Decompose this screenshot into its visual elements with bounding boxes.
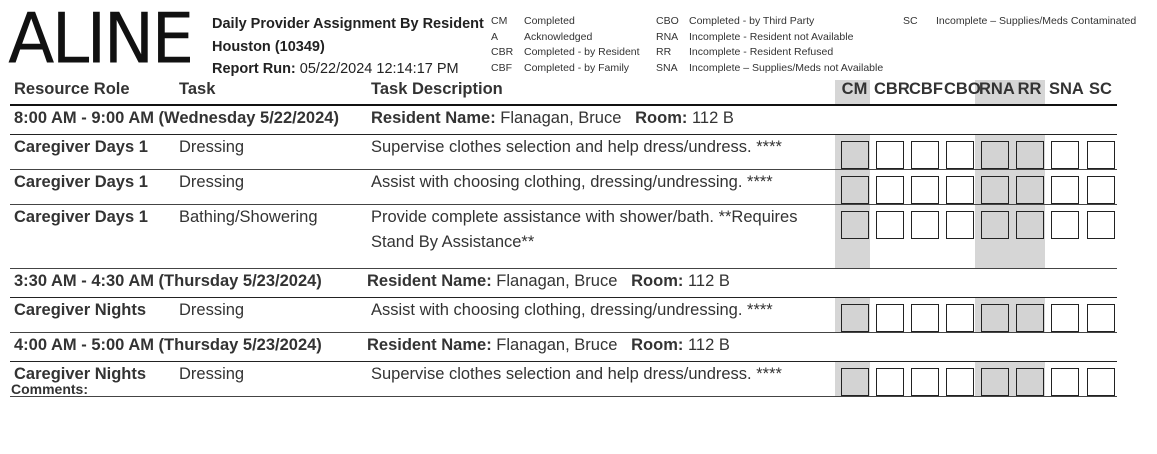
header-col-sna: SNA [1045,80,1080,105]
task-name: Dressing [175,135,367,170]
report-run-label: Report Run: [212,61,296,77]
room-number: 112 B [687,336,730,354]
status-checkbox-rna[interactable] [981,211,1009,239]
status-checkbox-cm[interactable] [841,176,869,204]
status-cell-cm [835,298,870,333]
resident-name: Flanagan, Bruce [496,336,618,354]
task-name: Dressing [175,362,367,397]
status-checkbox-cbr[interactable] [876,211,904,239]
legend-item-sc: SC Incomplete – Supplies/Meds Contaminated [903,15,1137,27]
status-checkbox-sna[interactable] [1051,368,1079,396]
task-name: Dressing [175,298,367,333]
room-label: Room: [635,109,688,127]
status-cell-sc [1080,362,1117,397]
status-checkbox-sc[interactable] [1087,176,1115,204]
task-row [10,362,1117,397]
status-checkbox-sc[interactable] [1087,211,1115,239]
status-checkbox-sna[interactable] [1051,211,1079,239]
status-checkbox-sc[interactable] [1087,141,1115,169]
header-col-rr: RR [1010,80,1045,105]
status-cell-cbo [940,362,975,397]
task-resource-role: Caregiver Days 1 [10,205,175,269]
room-label: Room: [631,272,684,290]
task-row [10,205,1117,269]
legend-item-rr: RR Incomplete - Resident Refused [656,46,834,58]
room-number: 112 B [691,109,734,127]
status-checkbox-rr[interactable] [1016,141,1044,169]
legend-item-cbf: CBF Completed - by Family [491,62,630,74]
status-checkbox-cbo[interactable] [946,368,974,396]
status-cell-sc [1080,298,1117,333]
task-description: Supervise clothes selection and help dress/undress. **** [367,135,835,170]
status-cell-sna [1045,205,1080,269]
task-description: Assist with choosing clothing, dressing/undressing. **** [367,170,835,205]
report-run [212,61,459,77]
status-cell-rna [975,362,1010,397]
task-resource-role: Caregiver Nights [10,362,175,397]
status-cell-rr [1010,362,1045,397]
status-cell-rr [1010,205,1045,269]
header-col-cbr: CBR [870,80,905,105]
status-cell-sc [1080,205,1117,269]
status-cell-sna [1045,298,1080,333]
status-checkbox-sc[interactable] [1087,304,1115,332]
status-cell-cbr [870,362,905,397]
status-cell-cbr [870,298,905,333]
status-cell-cbo [940,298,975,333]
task-description: Assist with choosing clothing, dressing/undressing. **** [367,298,835,333]
status-checkbox-cbr[interactable] [876,368,904,396]
status-cell-cbr [870,205,905,269]
status-checkbox-cbo[interactable] [946,304,974,332]
room-label: Room: [631,336,684,354]
status-cell-cbo [940,205,975,269]
report-title: Daily Provider Assignment By Resident [212,16,484,32]
resident-name-label: Resident Name: [367,336,492,354]
status-cell-rna [975,170,1010,205]
status-checkbox-cbf[interactable] [911,141,939,169]
facility-name: Houston (10349) [212,39,325,55]
status-cell-cbf [905,362,940,397]
status-cell-rna [975,205,1010,269]
status-checkbox-rr[interactable] [1016,176,1044,204]
status-cell-cbr [870,135,905,170]
status-checkbox-rna[interactable] [981,141,1009,169]
header-task-description: Task Description [367,80,835,105]
status-checkbox-rna[interactable] [981,368,1009,396]
status-cell-rna [975,135,1010,170]
time-slot-row [10,105,1117,135]
task-resource-role: Caregiver Days 1 [10,135,175,170]
task-resource-role: Caregiver Days 1 [10,170,175,205]
resident-info [367,269,1117,298]
header-task: Task [175,80,367,105]
table-header-row [10,80,1117,105]
assignment-table [10,80,1117,397]
status-checkbox-rr[interactable] [1016,368,1044,396]
status-checkbox-cbf[interactable] [911,304,939,332]
resident-name-label: Resident Name: [367,272,492,290]
resident-name: Flanagan, Bruce [496,272,618,290]
status-checkbox-cbr[interactable] [876,176,904,204]
task-description: Provide complete assistance with shower/bath. **Requires Stand By Assistance** [367,205,835,269]
status-checkbox-cbf[interactable] [911,176,939,204]
status-cell-cbf [905,298,940,333]
resident-name: Flanagan, Bruce [500,109,622,127]
status-cell-rr [1010,170,1045,205]
legend-item-sna: SNA Incomplete – Supplies/Meds not Available [656,62,884,74]
status-cell-cm [835,205,870,269]
report-run-value: 05/22/2024 12:14:17 PM [299,61,459,77]
resident-info [367,333,1117,362]
status-checkbox-cm[interactable] [841,304,869,332]
status-checkbox-cm[interactable] [841,211,869,239]
status-cell-cbr [870,170,905,205]
status-cell-cbo [940,135,975,170]
task-row [10,170,1117,205]
comments-label: Comments: [11,381,89,397]
room-number: 112 B [687,272,730,290]
table-body [10,105,1117,397]
status-cell-sna [1045,170,1080,205]
status-checkbox-cbo[interactable] [946,211,974,239]
time-slot-row [10,333,1117,362]
status-cell-sc [1080,135,1117,170]
status-cell-cm [835,135,870,170]
aline-logo: ALINE [8,0,192,80]
status-cell-cbo [940,170,975,205]
status-checkbox-sc[interactable] [1087,368,1115,396]
header-col-cbf: CBF [905,80,940,105]
status-cell-cm [835,362,870,397]
task-name: Bathing/Showering [175,205,367,269]
resident-info [367,105,1117,135]
task-name: Dressing [175,170,367,205]
legend-item-cbr: CBR Completed - by Resident [491,46,640,58]
status-cell-sna [1045,135,1080,170]
legend-item-cm: CM Completed [491,15,575,27]
legend-item-cbo: CBO Completed - by Third Party [656,15,815,27]
task-description: Supervise clothes selection and help dress/undress. **** [367,362,835,397]
status-cell-rna [975,298,1010,333]
task-row [10,298,1117,333]
status-checkbox-cbf[interactable] [911,211,939,239]
status-checkbox-rr[interactable] [1016,304,1044,332]
status-cell-cbf [905,135,940,170]
status-checkbox-sna[interactable] [1051,141,1079,169]
status-checkbox-rr[interactable] [1016,211,1044,239]
status-cell-cbf [905,205,940,269]
status-checkbox-cbo[interactable] [946,141,974,169]
status-checkbox-sna[interactable] [1051,304,1079,332]
task-resource-role: Caregiver Nights [10,298,175,333]
legend-item-a: A Acknowledged [491,31,593,43]
status-checkbox-sna[interactable] [1051,176,1079,204]
status-cell-rr [1010,135,1045,170]
status-cell-sna [1045,362,1080,397]
legend-item-rna: RNA Incomplete - Resident not Available [656,31,854,43]
header-col-cbo: CBO [940,80,975,105]
status-checkbox-cm[interactable] [841,368,869,396]
status-cell-cm [835,170,870,205]
status-cell-cbf [905,170,940,205]
header-col-cm: CM [835,80,870,105]
status-checkbox-rna[interactable] [981,176,1009,204]
status-checkbox-cbf[interactable] [911,368,939,396]
time-slot-row [10,269,1117,298]
status-checkbox-cbr[interactable] [876,141,904,169]
status-checkbox-cbr[interactable] [876,304,904,332]
header-resource-role: Resource Role [10,80,175,105]
status-checkbox-cbo[interactable] [946,176,974,204]
header-col-rna: RNA [975,80,1010,105]
status-cell-sc [1080,170,1117,205]
status-cell-rr [1010,298,1045,333]
status-checkbox-cm[interactable] [841,141,869,169]
task-row [10,135,1117,170]
status-checkbox-rna[interactable] [981,304,1009,332]
time-slot-label: 4:00 AM - 5:00 AM (Thursday 5/23/2024) [10,333,367,362]
resident-name-label: Resident Name: [371,109,496,127]
time-slot-label: 3:30 AM - 4:30 AM (Thursday 5/23/2024) [10,269,367,298]
time-slot-label: 8:00 AM - 9:00 AM (Wednesday 5/22/2024) [10,105,367,135]
header-col-sc: SC [1080,80,1117,105]
